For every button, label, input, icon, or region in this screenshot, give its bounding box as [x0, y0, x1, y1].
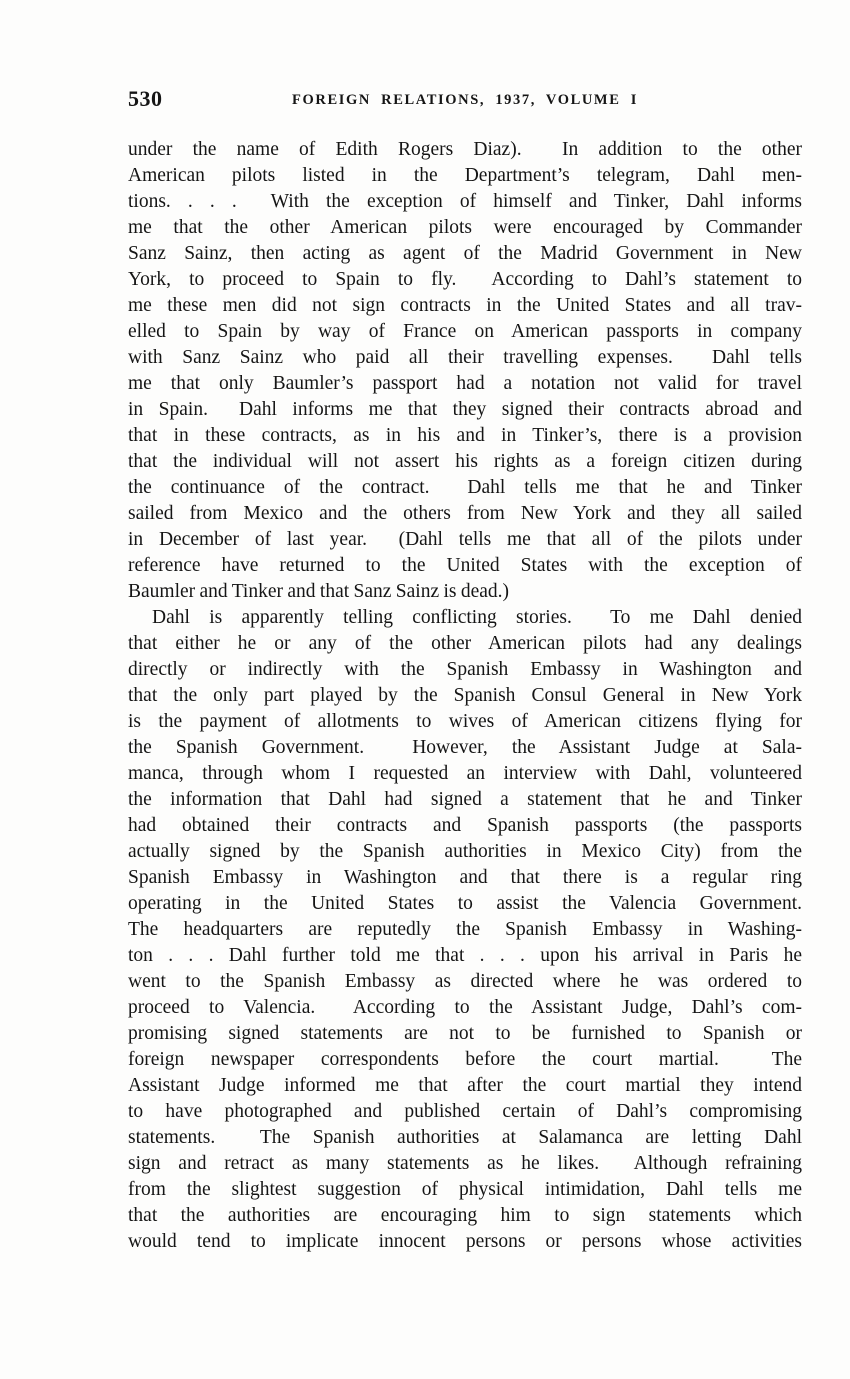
- text-line: that the individual will not assert his rights as a foreign citizen during: [128, 451, 802, 472]
- page-body: [128, 137, 802, 1255]
- text-line: Baumler and Tinker and that Sanz Sainz is dead.): [128, 581, 510, 602]
- text-line: tions. . . . With the exception of himself and Tinker, Dahl informs: [128, 191, 802, 212]
- text-line: me these men did not sign contracts in the United States and all trav-: [128, 295, 802, 316]
- text-line: Assistant Judge informed me that after the court martial they intend: [128, 1075, 802, 1096]
- text-line: Spanish Embassy in Washington and that there is a regular ring: [128, 867, 802, 888]
- text-line: that the authorities are encouraging him to sign statements which: [128, 1205, 802, 1226]
- text-line: proceed to Valencia. According to the Assistant Judge, Dahl’s com-: [128, 997, 802, 1018]
- text-line: operating in the United States to assist the Valencia Government.: [128, 893, 802, 914]
- text-line: would tend to implicate innocent persons or persons whose activities: [128, 1231, 802, 1252]
- text-line: actually signed by the Spanish authorities in Mexico City) from the: [128, 841, 802, 862]
- text-line: that either he or any of the other American pilots had any dealings: [128, 633, 802, 654]
- text-line: under the name of Edith Rogers Diaz). In addition to the other: [128, 139, 802, 160]
- text-line: Sanz Sainz, then acting as agent of the Madrid Government in New: [128, 243, 802, 264]
- text-line: in December of last year. (Dahl tells me that all of the pilots under: [128, 529, 802, 550]
- text-line: in Spain. Dahl informs me that they signed their contracts abroad and: [128, 399, 802, 420]
- running-title: FOREIGN RELATIONS, 1937, VOLUME I: [292, 92, 638, 108]
- text-line: directly or indirectly with the Spanish Embassy in Washington and: [128, 659, 802, 680]
- text-line: reference have returned to the United States with the exception of: [128, 555, 802, 576]
- text-line: ton . . . Dahl further told me that . . . upon his arrival in Paris he: [128, 945, 802, 966]
- text-line: that the only part played by the Spanish Consul General in New York: [128, 685, 802, 706]
- page-header: [128, 87, 802, 113]
- paragraph: [128, 137, 802, 605]
- text-line: The headquarters are reputedly the Spanish Embassy in Washing-: [128, 919, 802, 940]
- text-line: from the slightest suggestion of physical intimidation, Dahl tells me: [128, 1179, 802, 1200]
- page-number: 530: [128, 86, 163, 111]
- text-line: the Spanish Government. However, the Assistant Judge at Sala-: [128, 737, 802, 758]
- text-line: went to the Spanish Embassy as directed where he was ordered to: [128, 971, 802, 992]
- text-line: me that the other American pilots were encouraged by Commander: [128, 217, 802, 238]
- text-line: promising signed statements are not to be furnished to Spanish or: [128, 1023, 802, 1044]
- paragraph: [128, 605, 802, 1255]
- text-line: is the payment of allotments to wives of American citizens flying for: [128, 711, 802, 732]
- text-line: the continuance of the contract. Dahl tells me that he and Tinker: [128, 477, 802, 498]
- text-line: foreign newspaper correspondents before the court martial. The: [128, 1049, 802, 1070]
- text-line: sign and retract as many statements as he likes. Although refraining: [128, 1153, 802, 1174]
- text-line: American pilots listed in the Department’s telegram, Dahl men-: [128, 165, 802, 186]
- text-line: sailed from Mexico and the others from New York and they all sailed: [128, 503, 802, 524]
- text-line: the information that Dahl had signed a statement that he and Tinker: [128, 789, 802, 810]
- text-line: Dahl is apparently telling conflicting stories. To me Dahl denied: [152, 607, 802, 628]
- text-line: York, to proceed to Spain to fly. According to Dahl’s statement to: [128, 269, 802, 290]
- text-line: that in these contracts, as in his and in Tinker’s, there is a provision: [128, 425, 802, 446]
- text-line: with Sanz Sainz who paid all their travelling expenses. Dahl tells: [128, 347, 802, 368]
- text-line: to have photographed and published certain of Dahl’s compromising: [128, 1101, 802, 1122]
- text-line: me that only Baumler’s passport had a notation not valid for travel: [128, 373, 802, 394]
- text-line: had obtained their contracts and Spanish passports (the passports: [128, 815, 802, 836]
- text-line: statements. The Spanish authorities at Salamanca are letting Dahl: [128, 1127, 802, 1148]
- text-line: elled to Spain by way of France on American passports in company: [128, 321, 802, 342]
- text-line: manca, through whom I requested an interview with Dahl, volunteered: [128, 763, 802, 784]
